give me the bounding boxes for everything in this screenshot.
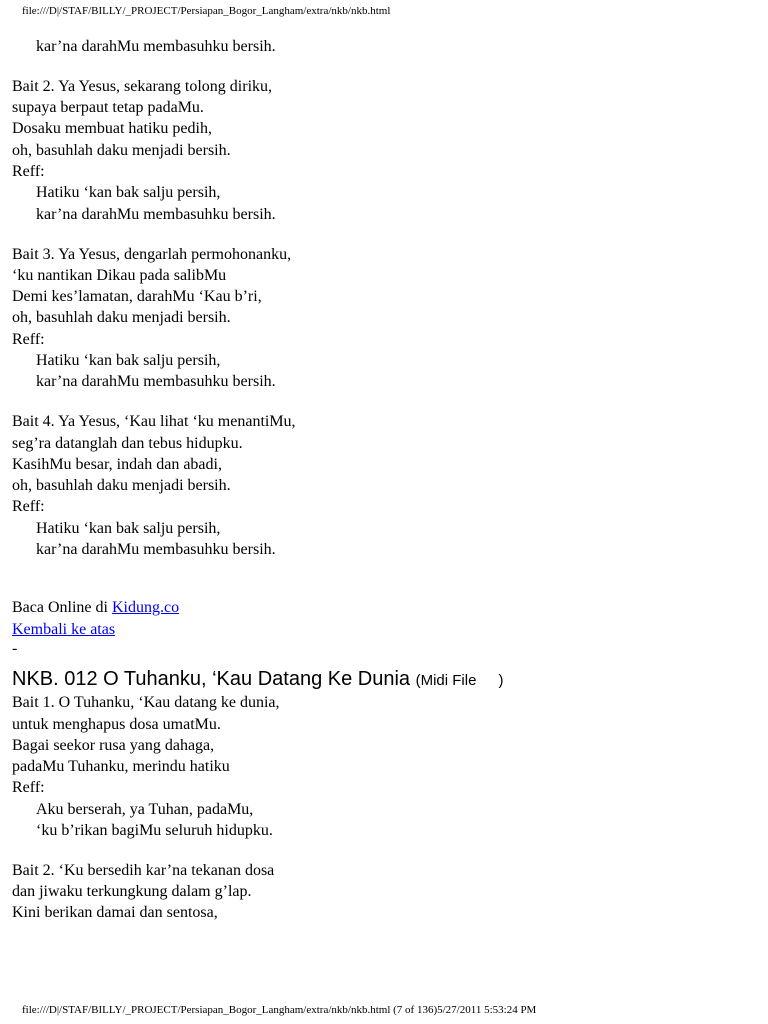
stanza-line: Bagai seekor rusa yang dahaga, — [12, 736, 215, 754]
stanza-line: oh, basuhlah daku menjadi bersih. — [12, 477, 231, 495]
reff-label: Reff: — [12, 498, 45, 516]
stanza-line: oh, basuhlah daku menjadi bersih. — [12, 141, 231, 159]
header-file-path: file:///D|/STAF/BILLY/_PROJECT/Persiapan_Bogor_Langham/extra/nkb/nkb.html — [22, 5, 391, 17]
song1-reff-line: kar’na darahMu membasuhku bersih. — [36, 38, 276, 55]
baca-online-prefix: Baca Online di — [12, 599, 112, 617]
stanza-gap — [12, 841, 752, 860]
kidung-link[interactable]: Kidung.co — [111, 599, 180, 617]
baca-online-line — [12, 597, 752, 618]
stanza-gap — [12, 393, 752, 412]
stanza-gap — [12, 57, 752, 76]
stanza-line: oh, basuhlah daku menjadi bersih. — [12, 309, 231, 327]
section-gap — [12, 560, 752, 597]
stanza-gap — [12, 225, 752, 244]
reff-line: kar’na darahMu membasuhku bersih. — [36, 373, 276, 391]
stanza-line: dan jiwaku terkungkung dalam g’lap. — [12, 883, 252, 901]
stanza-line: KasihMu besar, indah dan abadi, — [12, 455, 222, 473]
reff-label: Reff: — [12, 163, 45, 181]
stanza-line: Bait 1. O Tuhanku, ‘Kau datang ke dunia, — [12, 694, 280, 712]
footer-file-path: file:///D|/STAF/BILLY/_PROJECT/Persiapan_Bogor_Langham/extra/nkb/nkb.html (7 of 136)5/27/2011 5:53:24 PM — [22, 1004, 537, 1016]
stanza-line: Kini berikan damai dan sentosa, — [12, 904, 218, 922]
reff-line: kar’na darahMu membasuhku bersih. — [36, 205, 276, 223]
back-to-top-line — [12, 619, 752, 640]
stanza-line: Bait 4. Ya Yesus, ‘Kau lihat ‘ku menantiMu, — [12, 413, 296, 431]
song2-stanza-bait-2 — [12, 860, 752, 924]
page-content — [12, 36, 752, 924]
reff-label: Reff: — [12, 779, 45, 797]
stanza-line: supaya berpaut tetap padaMu. — [12, 99, 204, 117]
midi-file-close: ) — [498, 672, 504, 690]
separator-dash: - — [12, 639, 18, 657]
stanza-line: untuk menghapus dosa umatMu. — [12, 715, 221, 733]
stanza-line: Demi kes’lamatan, darahMu ‘Kau b’ri, — [12, 288, 262, 306]
reff-line: Hatiku ‘kan bak salju persih, — [36, 519, 221, 537]
song-title — [12, 666, 752, 692]
stanza-line: Bait 2. ‘Ku bersedih kar’na tekanan dosa — [12, 861, 275, 879]
reff-line: Hatiku ‘kan bak salju persih, — [36, 352, 221, 370]
reff-line: Hatiku ‘kan bak salju persih, — [36, 184, 221, 202]
stanza-line: padaMu Tuhanku, merindu hatiku — [12, 758, 230, 776]
stanza-line: Bait 2. Ya Yesus, sekarang tolong diriku, — [12, 77, 273, 95]
stanza-line: ‘ku nantikan Dikau pada salibMu — [12, 266, 227, 284]
song1-stanza-bait-2 — [12, 76, 752, 225]
stanza-line: Dosaku membuat hatiku pedih, — [12, 120, 212, 138]
midi-file-label: (Midi File — [415, 672, 477, 690]
song2-stanza-bait-1 — [12, 692, 752, 841]
reff-line: ‘ku b’rikan bagiMu seluruh hidupku. — [36, 821, 273, 839]
stanza-line: Bait 3. Ya Yesus, dengarlah permohonanku, — [12, 245, 292, 263]
stanza-line: seg’ra datanglah dan tebus hidupku. — [12, 434, 243, 452]
reff-line: Aku berserah, ya Tuhan, padaMu, — [36, 800, 254, 818]
song1-stanza-bait-4 — [12, 411, 752, 560]
back-to-top-link[interactable]: Kembali ke atas — [12, 620, 116, 638]
song1-stanza-bait-3 — [12, 244, 752, 393]
reff-line: kar’na darahMu membasuhku bersih. — [36, 541, 276, 559]
song-title-text: NKB. 012 O Tuhanku, ‘Kau Datang Ke Dunia — [12, 668, 411, 691]
reff-label: Reff: — [12, 330, 45, 348]
